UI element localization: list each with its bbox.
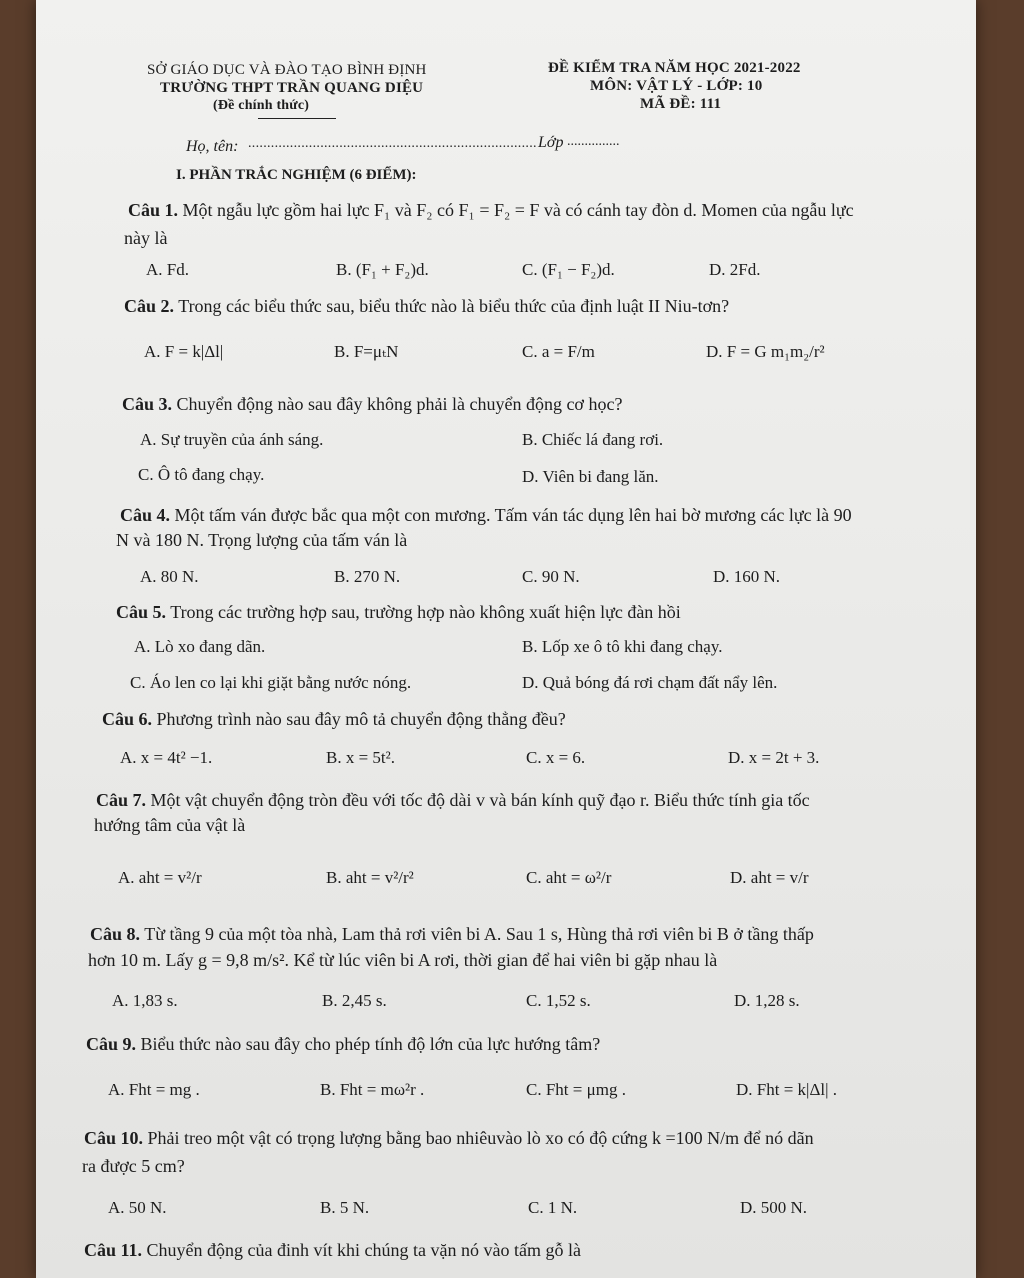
q3-option-c: C. Ô tô đang chạy. [138, 465, 265, 484]
question-9: Câu 9. Biểu thức nào sau đây cho phép tính độ lớn của lực hướng tâm? [86, 1034, 601, 1054]
q4-option-c: C. 90 N. [522, 567, 580, 586]
q4-option-d: D. 160 N. [713, 567, 781, 586]
q2-option-b: B. F=μₜN [334, 342, 399, 361]
question-4: Câu 4. Một tấm ván được bắc qua một con mương. Tấm ván tác dụng lên hai bờ mương các lực là 90 [120, 505, 852, 525]
q2-option-c: C. a = F/m [522, 342, 595, 361]
q9-option-c: C. Fht = μmg . [526, 1080, 626, 1099]
official-underline [258, 118, 336, 119]
q8-option-d: D. 1,28 s. [734, 991, 800, 1010]
name-label: Họ, tên: [186, 138, 239, 155]
q6-option-d: D. x = 2t + 3. [728, 748, 820, 767]
exam-code: MÃ ĐỀ: 111 [640, 96, 722, 112]
q6-option-c: C. x = 6. [526, 748, 586, 767]
school-name: TRƯỜNG THPT TRẦN QUANG DIỆU [160, 80, 424, 96]
question-8: Câu 8. Từ tầng 9 của một tòa nhà, Lam thả rơi viên bi A. Sau 1 s, Hùng thả rơi viên bi B ở tầng thấp [90, 924, 814, 944]
q8-option-c: C. 1,52 s. [526, 991, 591, 1010]
q9-option-b: B. Fht = mω²r . [320, 1080, 425, 1099]
name-blank: ............................................................................ [248, 136, 537, 151]
q7-option-b: B. aht = v²/r² [326, 868, 414, 887]
q1-option-d: D. 2Fd. [709, 260, 761, 279]
q9-option-a: A. Fht = mg . [108, 1080, 200, 1099]
question-6: Câu 6. Phương trình nào sau đây mô tả chuyển động thẳng đều? [102, 709, 566, 729]
q10-option-c: C. 1 N. [528, 1198, 578, 1217]
q10-option-d: D. 500 N. [740, 1198, 808, 1217]
question-8-cont: hơn 10 m. Lấy g = 9,8 m/s². Kể từ lúc viên bi A rơi, thời gian để hai viên bi gặp nhau là [88, 950, 718, 970]
section-heading: I. PHẦN TRẮC NGHIỆM (6 ĐIỂM): [176, 167, 417, 183]
q5-option-d: D. Quả bóng đá rơi chạm đất nẩy lên. [522, 673, 778, 692]
question-11: Câu 11. Chuyển động của đinh vít khi chúng ta vặn nó vào tấm gỗ là [84, 1240, 581, 1260]
q5-option-a: A. Lò xo đang dãn. [134, 637, 266, 656]
q4-option-b: B. 270 N. [334, 567, 401, 586]
question-7: Câu 7. Một vật chuyển động tròn đều với tốc độ dài v và bán kính quỹ đạo r. Biểu thức tính gia tốc [96, 790, 810, 810]
q9-option-d: D. Fht = k|Δl| . [736, 1080, 838, 1099]
question-3: Câu 3. Chuyển động nào sau đây không phải là chuyển động cơ học? [122, 394, 623, 414]
question-10: Câu 10. Phải treo một vật có trọng lượng bằng bao nhiêuvào lò xo có độ cứng k =100 N/m để nó dãn [84, 1128, 814, 1148]
q7-option-a: A. aht = v²/r [118, 868, 202, 887]
q7-option-c: C. aht = ω²/r [526, 868, 612, 887]
q8-option-a: A. 1,83 s. [112, 991, 178, 1010]
q7-option-d: D. aht = v/r [730, 868, 809, 887]
q6-option-b: B. x = 5t². [326, 748, 395, 767]
q2-option-a: A. F = k|Δl| [144, 342, 224, 361]
question-10-cont: ra được 5 cm? [82, 1156, 185, 1176]
question-7-cont: hướng tâm của vật là [94, 815, 246, 835]
q5-option-c: C. Áo len co lại khi giặt bằng nước nóng. [130, 673, 412, 692]
exam-title: ĐỀ KIỂM TRA NĂM HỌC 2021-2022 [548, 60, 801, 76]
q5-option-b: B. Lốp xe ô tô khi đang chạy. [522, 637, 723, 656]
q3-option-d: D. Viên bi đang lăn. [522, 467, 659, 486]
class-label: Lớp [538, 134, 564, 151]
q2-option-d: D. F = G m₁m₂/r² [706, 342, 825, 361]
q1-option-b: B. (F₁ + F₂)d. [336, 260, 429, 279]
q1-option-a: A. Fd. [146, 260, 189, 279]
q3-option-a: A. Sự truyền của ánh sáng. [140, 430, 324, 449]
question-4-cont: N và 180 N. Trọng lượng của tấm ván là [116, 530, 408, 550]
official-note: (Đề chính thức) [213, 98, 310, 113]
question-1: Câu 1. Một ngẫu lực gồm hai lực F₁ và F₂ có F₁ = F₂ = F và có cánh tay đòn d. Momen của ngẫu lực [128, 200, 854, 220]
q8-option-b: B. 2,45 s. [322, 991, 387, 1010]
q4-option-a: A. 80 N. [140, 567, 199, 586]
q6-option-a: A. x = 4t² −1. [120, 748, 213, 767]
question-5: Câu 5. Trong các trường hợp sau, trường hợp nào không xuất hiện lực đàn hồi [116, 602, 681, 622]
q10-option-b: B. 5 N. [320, 1198, 370, 1217]
q10-option-a: A. 50 N. [108, 1198, 167, 1217]
q3-option-b: B. Chiếc lá đang rơi. [522, 430, 664, 449]
class-blank: ............... [567, 134, 620, 149]
department-name: SỞ GIÁO DỤC VÀ ĐÀO TẠO BÌNH ĐỊNH [147, 62, 427, 78]
question-1-cont: này là [124, 228, 168, 248]
question-2: Câu 2. Trong các biểu thức sau, biểu thức nào là biểu thức của định luật II Niu-tơn? [124, 296, 730, 316]
exam-subject: MÔN: VẬT LÝ - LỚP: 10 [590, 78, 763, 94]
q1-option-c: C. (F₁ − F₂)d. [522, 260, 615, 279]
